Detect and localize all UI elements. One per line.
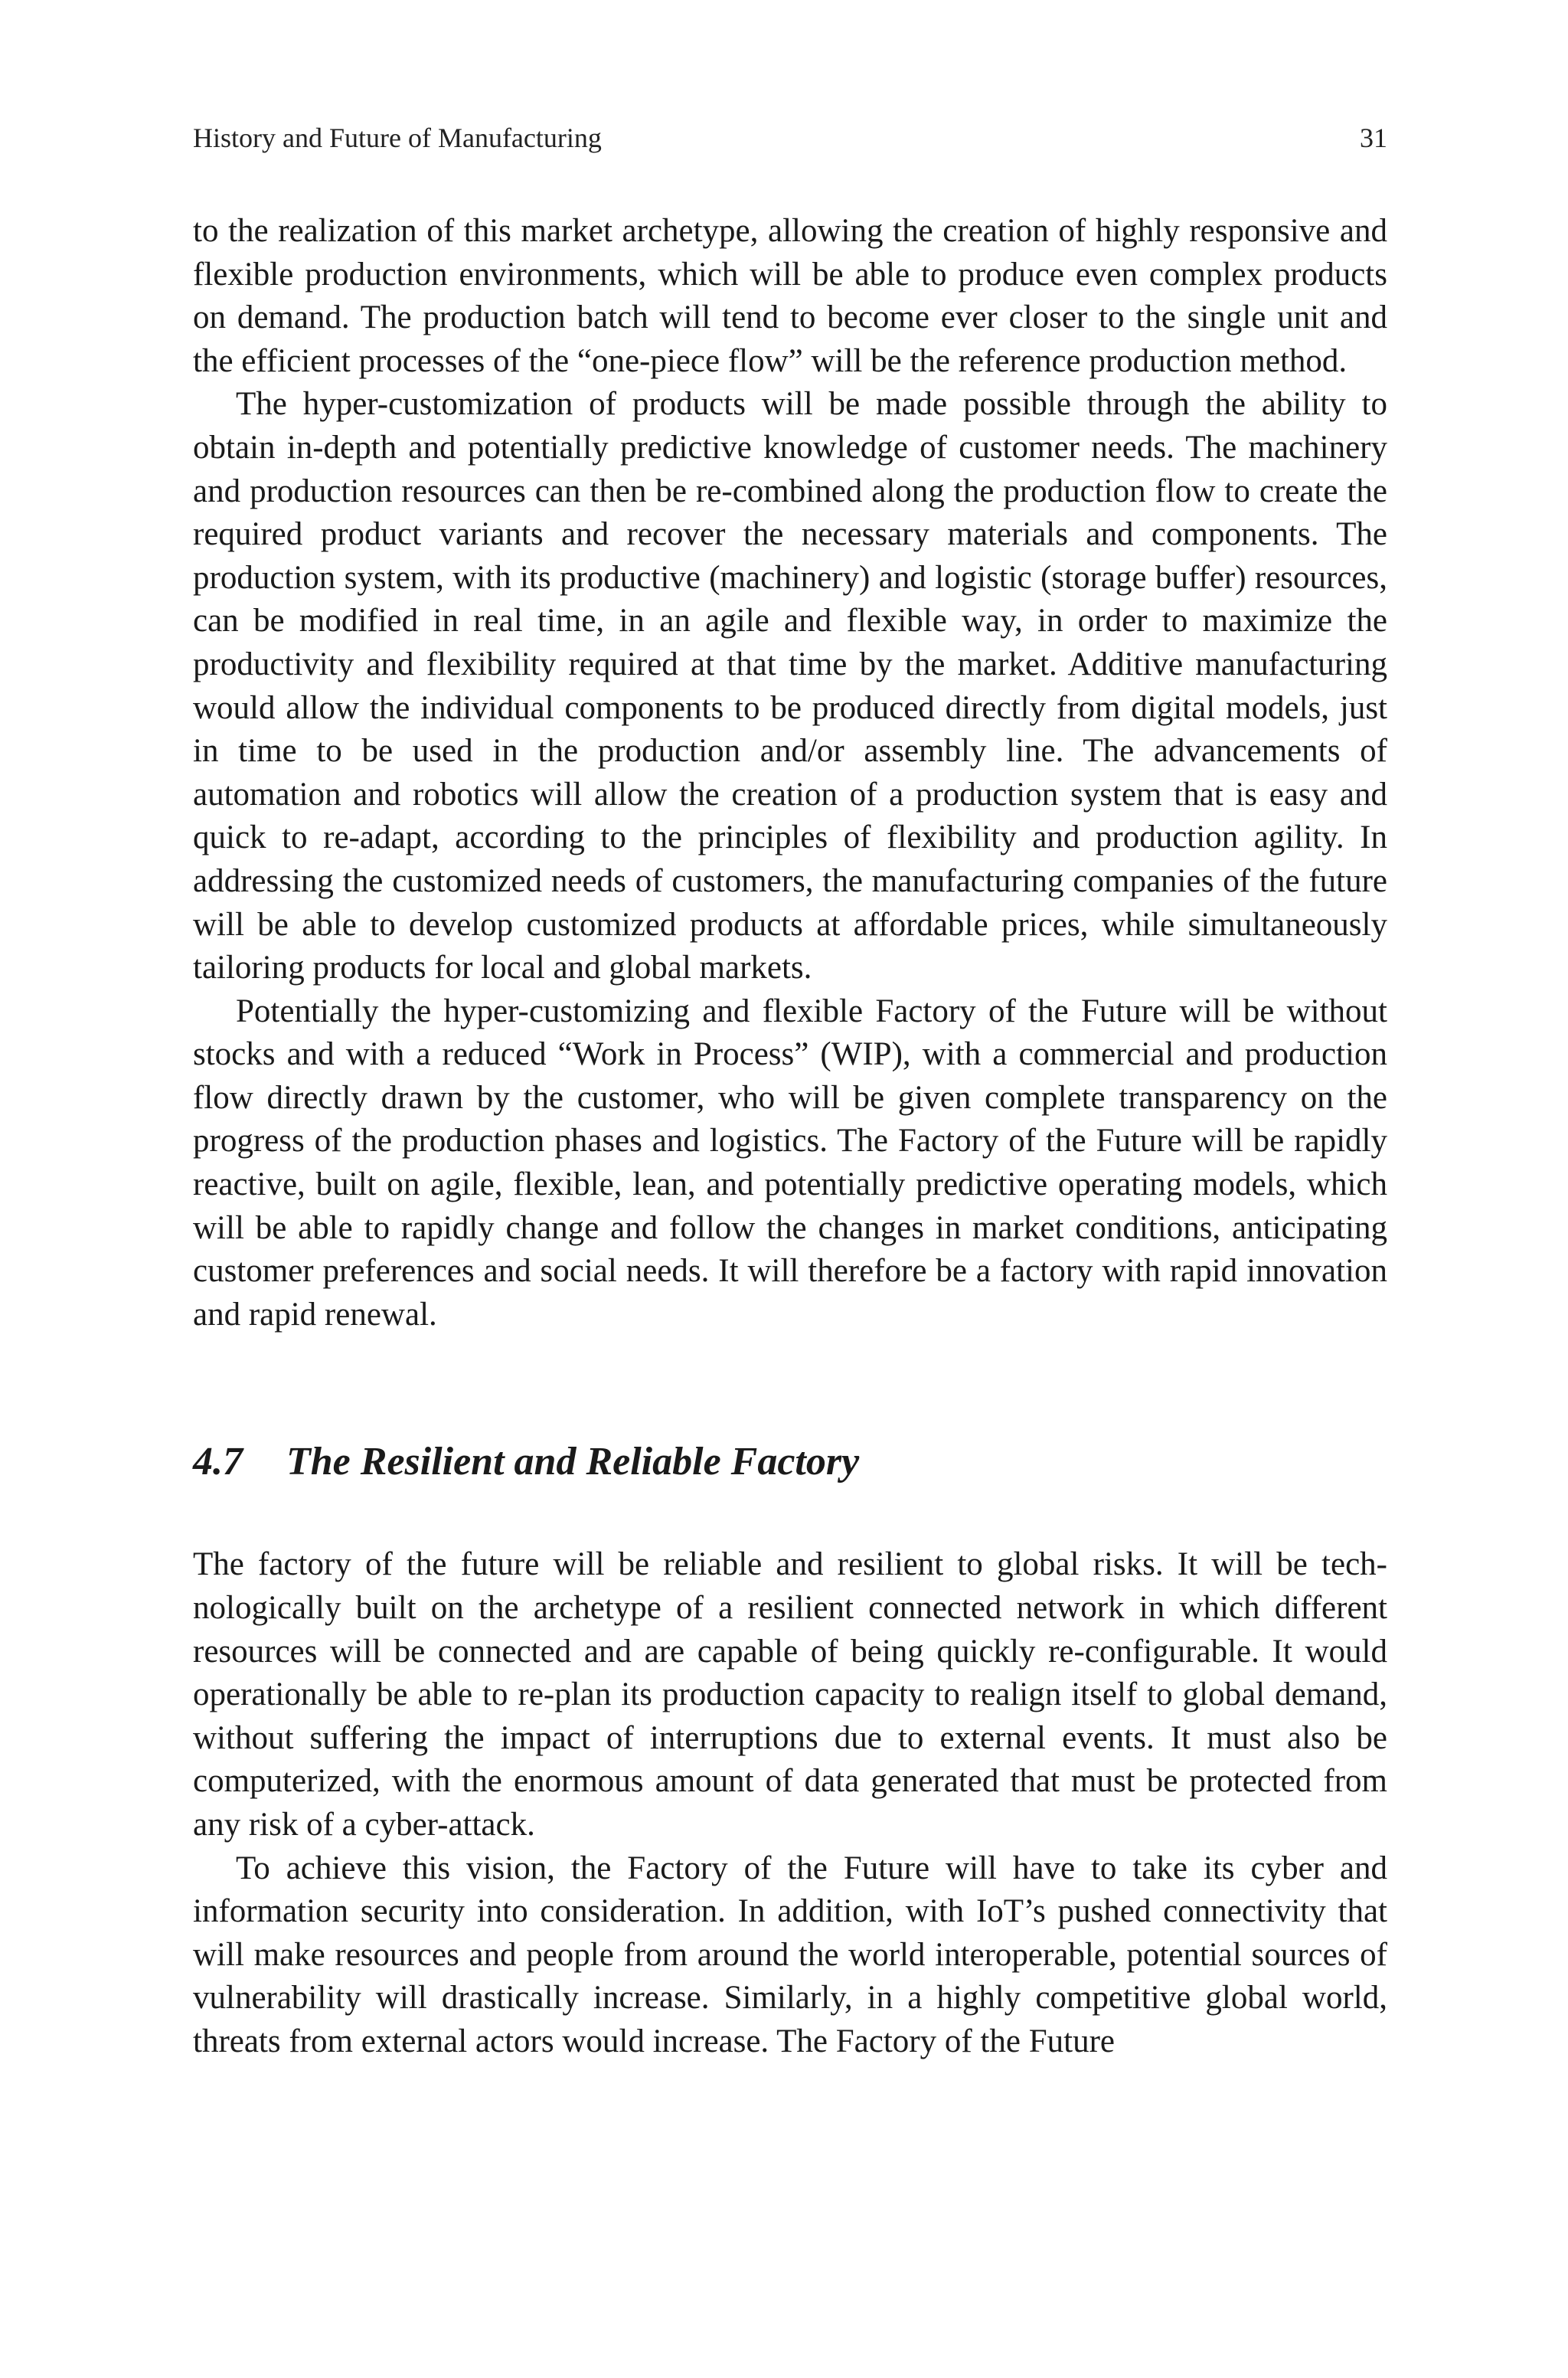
paragraph: Potentially the hyper-customizing and flexible Factory of the Future will be without stocks and with a reduced “Work in Process” (WIP), with a commercial and production flow directly drawn by the customer, who will be given complete transparency on the progress of the production phases and logistics. The Factory of the Future will be rapidly reactive, built on agile, flexible, lean, and potentially predictive operating models, which will be able to rapidly change and follow the changes in market conditions, anticipating customer preferences and social needs. It will therefore be a factory with rapid innovation and rapid renewal. [193, 993, 1387, 1333]
body-text [193, 210, 1387, 2064]
page-number: 31 [1360, 123, 1387, 153]
paragraph: The hyper-customization of products will be made possible through the ability to obtain in-depth and potentially predictive knowledge of customer needs. The machinery and production resources can then be re-combined along the production flow to create the required product variants and recover the necessary materials and components. The production system, with its productive (machinery) and logistic (storage buffer) resources, can be modified in real time, in an agile and flexible way, in order to maximize the productivity and flexibility required at that time by the market. Additive manufacturing would allow the individual components to be produced directly from digital models, just in time to be used in the production and/or assembly line. The advancements of automation and robotics will allow the creation of a production system that is easy and quick to re-adapt, according to the principles of flexibility and production agility. In addressing the customized needs of customers, the manufacturing companies of the future will be able to develop customized products at affordable prices, while simultaneously tailoring products for local and global markets. [193, 386, 1387, 986]
section-heading [193, 1439, 1387, 1485]
paragraph: To achieve this vision, the Factory of the Future will have to take its cyber and information security into consideration. In addition, with IoT’s pushed connectivity that will make resources and people from around the world interoperable, potential sources of vulnerability will drastically increase. Similarly, in a highly competitive global world, threats from external actors would increase. The Factory of the Future [193, 1850, 1387, 2059]
paragraph: to the realization of this market archetype, allowing the creation of highly responsive and flexible production environments, which will be able to produce even complex products on demand. The production batch will tend to become ever closer to the single unit and the efficient processes of the “one-piece flow” will be the reference production method. [193, 213, 1387, 379]
paragraph: The factory of the future will be reliable and resilient to global risks. It will be technologically built on the archetype of a resilient connected network in which different resources will be connected and are capable of being quickly re-configurable. It would operationally be able to re-plan its production capacity to realign itself to global demand, without suffering the impact of interruptions due to external events. It must also be computerized, with the enormous amount of data generated that must be protected from any risk of a cyber-attack. [193, 1546, 1387, 1843]
book-page [193, 123, 1387, 2064]
running-head [193, 123, 1387, 153]
section-title: The Resilient and Reliable Factory [286, 1440, 860, 1484]
section-number: 4.7 [193, 1440, 243, 1484]
running-head-title: History and Future of Manufacturing [193, 123, 602, 153]
